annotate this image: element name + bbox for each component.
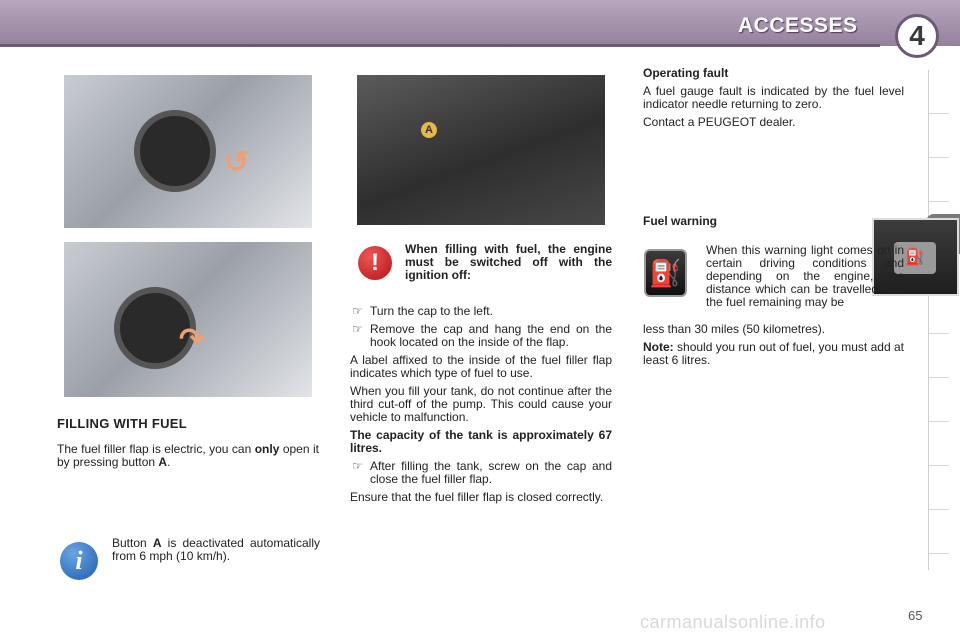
chapter-title: ACCESSES	[738, 14, 858, 37]
section-heading: FILLING WITH FUEL	[57, 416, 188, 431]
button-a-label: A	[421, 122, 437, 138]
dealer-paragraph: Contact a PEUGEOT dealer.	[643, 115, 796, 129]
chapter-tabs	[928, 70, 949, 570]
chapter-number-badge: 4	[895, 14, 939, 58]
intro-button: A	[158, 455, 168, 469]
chapter-tab[interactable]	[929, 158, 949, 202]
bullet-item	[350, 460, 612, 486]
chapter-tab[interactable]	[929, 70, 949, 114]
intro-text: The fuel filler flap is electric, you can	[57, 442, 255, 456]
fuel-warning-continued	[643, 323, 904, 372]
fuel-flap-switch-icon: ⛽	[894, 242, 936, 274]
fault-paragraph: A fuel gauge fault is indicated by the fuel level indicator needle returning to zero.	[643, 84, 904, 111]
fuel-cap-shape	[134, 110, 216, 192]
note-paragraph	[643, 341, 904, 367]
bullet-item	[350, 305, 612, 318]
fuel-warning-heading: Fuel warning	[643, 214, 718, 228]
fault-heading: Operating fault	[643, 66, 729, 80]
note-label: Note:	[643, 340, 674, 354]
warning-text: When filling with fuel, the engine must be switched off with the ignition off:	[405, 242, 612, 282]
remove-arrow-icon: ↷	[179, 323, 205, 356]
capacity-paragraph: The capacity of the tank is approximately 67 litres.	[350, 428, 612, 455]
info-text: Button	[112, 536, 153, 550]
closing-paragraph: Ensure that the fuel filler flap is closed correctly.	[350, 490, 604, 504]
bullet-text: Turn the cap to the left.	[370, 304, 493, 318]
pointing-hand-icon: ☞	[352, 459, 363, 473]
note-text: should you run out of fuel, you must add at least 6 litres.	[643, 340, 904, 367]
chapter-tab[interactable]	[929, 378, 949, 422]
bullet-item	[350, 323, 612, 349]
fuel-cap-photo	[64, 75, 312, 228]
info-icon: i	[60, 542, 98, 580]
info-button: A	[152, 536, 162, 550]
pointing-hand-icon: ☞	[352, 322, 363, 336]
header-divider	[0, 44, 880, 47]
fuel-warning-paragraph: When this warning light comes on in certain driving conditions and depending on the engine, the distance which can be travelled with the fuel remaining may be	[706, 243, 904, 309]
fuel-cap-removed-photo	[64, 242, 312, 397]
chapter-tab[interactable]	[929, 114, 949, 158]
info-note	[112, 537, 320, 563]
intro-middle: open it by pressing button	[57, 442, 319, 469]
warning-icon: !	[358, 246, 392, 280]
chapter-tab[interactable]	[929, 290, 949, 334]
watermark: carmanualsonline.info	[640, 612, 826, 632]
page-number: 65	[908, 608, 923, 623]
info-text-end: is deactivated automatically from 6 mph (10 km/h).	[112, 536, 321, 563]
chapter-tab[interactable]	[929, 422, 949, 466]
chapter-tab[interactable]	[929, 334, 949, 378]
distance-text: less than 30 miles (50 kilometres).	[643, 322, 826, 336]
label-paragraph: A label affixed to the inside of the fuel filler flap indicates which type of fuel to use.	[350, 353, 612, 380]
cutoff-paragraph: When you fill your tank, do not continue after the third cut-off of the pump. This could cause your vehicle to malfunction.	[350, 384, 612, 424]
turn-arrow-icon: ↺	[224, 146, 250, 179]
intro-end: .	[167, 455, 171, 469]
fault-section	[643, 67, 904, 134]
procedure-column	[350, 305, 612, 509]
bullet-text: Remove the cap and hang the end on the hook located on the inside of the flap.	[370, 322, 612, 349]
fuel-pump-icon: ⛽	[644, 249, 687, 297]
intro-only: only	[254, 442, 280, 456]
intro-paragraph	[57, 443, 319, 469]
chapter-tab[interactable]	[929, 510, 949, 554]
chapter-tab[interactable]	[929, 466, 949, 510]
bullet-text: After filling the tank, screw on the cap and close the fuel filler flap.	[370, 459, 612, 486]
pointing-hand-icon: ☞	[352, 304, 363, 318]
